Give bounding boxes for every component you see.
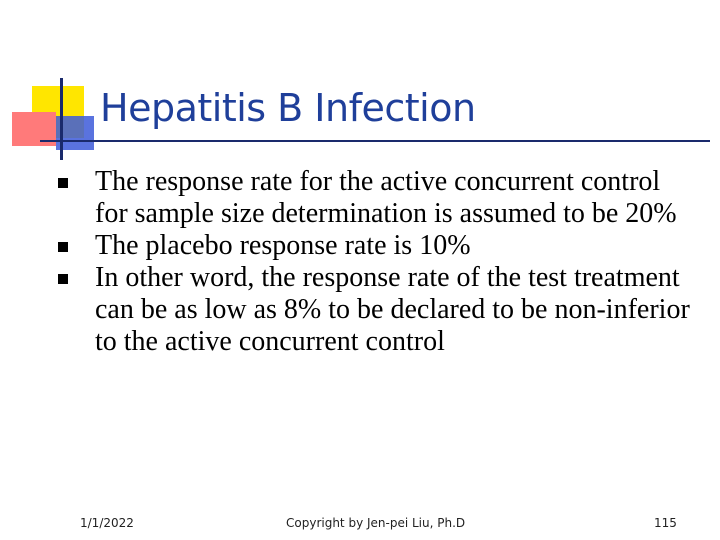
- decoration-vertical-line: [60, 78, 63, 160]
- bullet-item: [52, 230, 692, 262]
- square-bullet-icon: [58, 274, 68, 284]
- slide-number: 115: [654, 516, 677, 530]
- bullet-text: The placebo response rate is 10%: [95, 230, 471, 261]
- slide-title: Hepatitis B Infection: [100, 86, 476, 130]
- footer-date: 1/1/2022: [80, 516, 134, 530]
- square-bullet-icon: [58, 178, 68, 188]
- bullet-text: The response rate for the active concurrent control for sample size determination is assumed to be 20%: [95, 166, 677, 229]
- title-underline: [60, 140, 710, 142]
- footer-copyright: Copyright by Jen-pei Liu, Ph.D: [286, 516, 466, 530]
- bullet-list: [52, 166, 692, 358]
- square-bullet-icon: [58, 242, 68, 252]
- bullet-text: In other word, the response rate of the test treatment can be as low as 8% to be declared to be non-inferior to the active concurrent control: [95, 262, 690, 357]
- bullet-item: [52, 166, 692, 230]
- bullet-item: [52, 262, 692, 358]
- title-decoration: [0, 0, 110, 170]
